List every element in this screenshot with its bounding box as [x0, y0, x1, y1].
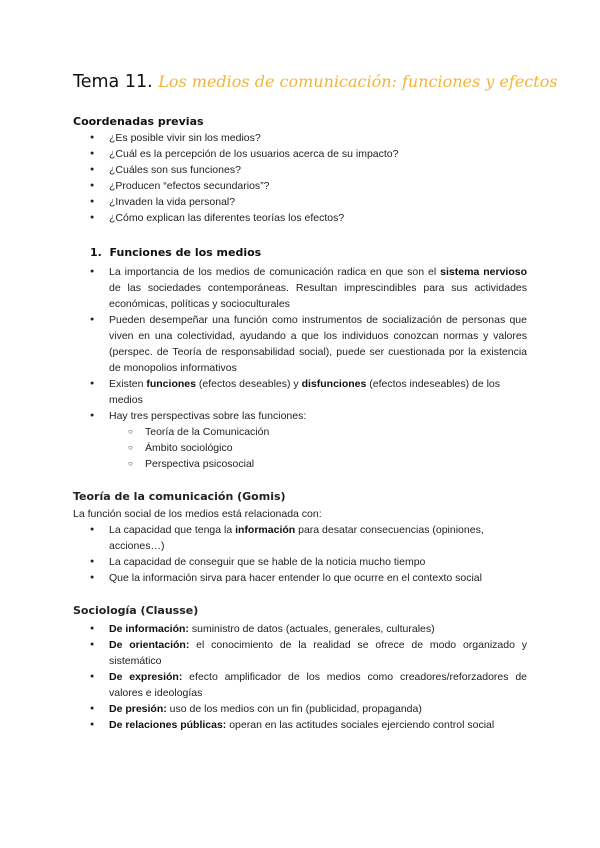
- funciones-heading: [90, 246, 261, 259]
- item-term: De información:: [109, 623, 189, 635]
- list-item: ● Que la información sirva para hacer entender lo que ocurre en el contexto social: [0, 570, 527, 586]
- list-item: ● ¿Cuál es la percepción de los usuarios acerca de su impacto?: [0, 146, 527, 162]
- list-item: ● Hay tres perspectivas sobre las funciones:: [0, 408, 527, 424]
- item-bold: información: [235, 524, 296, 536]
- item-text: de las sociedades contemporáneas. Resultan imprescindibles para sus actividades económicas, políticas y socioculturales: [109, 282, 527, 310]
- list-item: ● ¿Invaden la vida personal?: [0, 194, 527, 210]
- list-item: ● ¿Cuáles son sus funciones?: [0, 162, 527, 178]
- list-item: [0, 621, 527, 637]
- list-item: ● La capacidad de conseguir que se hable de la noticia mucho tiempo: [0, 554, 527, 570]
- item-desc: operan en las actitudes sociales ejerciendo control social: [226, 719, 495, 731]
- sociologia-heading: Sociología (Clausse): [73, 604, 199, 617]
- list-item: [0, 376, 527, 408]
- teoria-intro: La función social de los medios está relacionada con:: [73, 508, 322, 520]
- list-item: [0, 669, 527, 701]
- funciones-list: [0, 264, 527, 424]
- item-term: De relaciones públicas:: [109, 719, 227, 731]
- item-text: (efectos deseables) y: [195, 378, 302, 390]
- list-item: [0, 701, 527, 717]
- coordenadas-heading: Coordenadas previas: [73, 115, 204, 128]
- teoria-heading: Teoría de la comunicación (Gomis): [73, 490, 286, 503]
- sociologia-list: [0, 621, 527, 733]
- item-text: para desatar consecuencias (opiniones, acciones…): [109, 524, 484, 552]
- perspectivas-list: [0, 424, 269, 472]
- sub-list-item: ○ Perspectiva psicosocial: [0, 456, 269, 472]
- item-text: La capacidad que tenga la: [109, 524, 236, 536]
- item-term: De presión:: [109, 703, 167, 715]
- item-text: Existen: [109, 378, 147, 390]
- item-term: De orientación:: [109, 639, 190, 651]
- list-item: [0, 264, 527, 312]
- item-term: De expresión:: [109, 671, 183, 683]
- item-desc: el conocimiento de la realidad se ofrece de modo organizado y sistemático: [109, 639, 527, 667]
- item-desc: uso de los medios con un fin (publicidad, propaganda): [166, 703, 422, 715]
- list-item: [0, 717, 527, 733]
- title-accent: Los medios de comunicación: funciones y efectos: [158, 72, 558, 91]
- list-item: ● ¿Cómo explican las diferentes teorías los efectos?: [0, 210, 527, 226]
- section-number: 1.: [90, 246, 102, 259]
- teoria-list: [0, 522, 527, 586]
- list-item: ● ¿Es posible vivir sin los medios?: [0, 130, 527, 146]
- coordenadas-list: [0, 130, 527, 226]
- item-bold: sistema nervioso: [440, 266, 528, 278]
- list-item: [0, 637, 527, 669]
- funciones-title: Funciones de los medios: [109, 246, 262, 259]
- list-item: [0, 522, 527, 554]
- item-bold: disfunciones: [301, 378, 367, 390]
- list-item: ● Pueden desempeñar una función como instrumentos de socialización de personas que viven en una colectividad, ayudando a que los individuos conozcan normas y valores (perspec. de Teoría de responsabilidad social), puede ser cuestionada por la existencia de monopolios informativos: [0, 312, 527, 376]
- sub-list-item: ○ Teoría de la Comunicación: [0, 424, 269, 440]
- list-item: ● ¿Producen “efectos secundarios”?: [0, 178, 527, 194]
- item-bold: funciones: [146, 378, 196, 390]
- page-title: [73, 72, 558, 92]
- item-desc: efecto amplificador de los medios como creadores/reforzadores de valores e ideologías: [109, 671, 528, 699]
- title-prefix: Tema 11.: [73, 72, 153, 92]
- item-text: La importancia de los medios de comunicación radica en que son el: [109, 266, 441, 278]
- sub-list-item: ○ Ámbito sociológico: [0, 440, 269, 456]
- item-text: (efectos indeseables) de los medios: [109, 378, 501, 406]
- item-desc: suministro de datos (actuales, generales, culturales): [188, 623, 435, 635]
